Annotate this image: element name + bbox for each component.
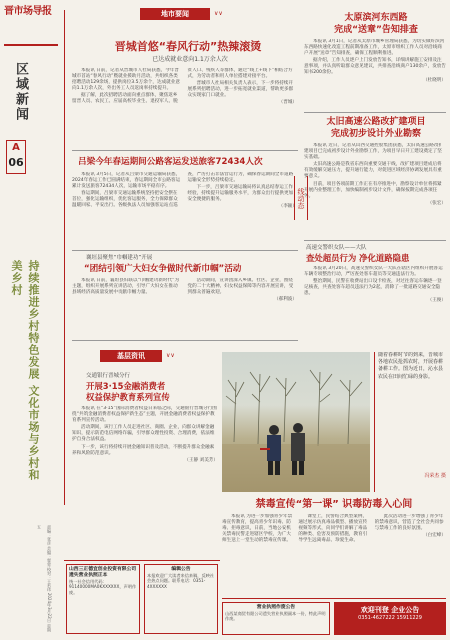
- article-right1-body: 本报讯 3月1日，记者从太原市城乡管理局获悉，为切实做好滨河东西路快速化改造工程前期准备工作，太原市组织工作人员对沿线商户开展“送章”告知排查，确保工程顺利推进。 据介绍，工作人员逐户上门发放告知书，详细讲解施工安排及注意事项，并认真听取群众意见建议，共排查沿线商户130余户，发放告知书200余份。 （杜晓明）: [304, 39, 446, 83]
- section-title: 区域新闻: [13, 62, 28, 122]
- bottom-meta: 责编：张彦 美编：翟荣·校对：王若玮 2024年3月22日 星期五: [37, 525, 52, 632]
- article-right2-headline-1: 太旧高速公路改扩建项目: [326, 117, 426, 127]
- article-right1-headline-2: 完成“送章”告知排查: [334, 25, 418, 35]
- ad-3-title: 营业执照作废公告: [256, 605, 296, 610]
- article4-headline-2: 权益保护教育系列宣传: [86, 392, 170, 402]
- photo-credit: 冯荣杰 摄: [424, 473, 446, 479]
- article2-body: 本报讯 3月5日，记者从吕梁市交通运输局获悉，2024年春运工作已圆满结束，春运期间全市公路客运累计发送旅客72434人次，运输市场平稳有序。 春运期间，吕梁市交通运输系统坚持把安全摆在首位，强化运输组织，优化客运服务，全力保障群众温暖回家、平安出行。各级执法人员加强客运站点巡查，严厉打击非法营运行为，确保春运期间全市道路运输安全形势持续稳定。 下一步，吕梁市交通运输局将认真总结春运工作经验，持续提升运输服务水平，为群众出行提供更加安全便捷的服务。 （李颖）: [72, 172, 297, 210]
- article1-subhead: 已达成就业意向1.1万余人次: [152, 56, 228, 63]
- article1-body: 本报讯 日前，记者从晋城市人社局获悉，今年晋城市首站“春风行动”暨就业援助月活动，共组织各类招聘活动129余场，提供岗位3.5万余个，达成就业意向1.1万余人次，外出务工人员返岗率持续提升。 据了解，此次招聘活动面向重点群体，聚焦返乡留晋人员、农民工、应届高校毕业生、退役军人、脱贫人口、残疾人等群体，通过“线上+线下”相结合方式，为劳动者和用人单位搭建对接平台。 晋城市人社局相关负责人表示，下一步将持续开展系列招聘活动，进一步拓宽就业渠道，帮助更多群众实现家门口就业。 （晋城）: [72, 68, 297, 106]
- article5-headline: 禁毒宣传“第一课” 识毒防毒入心间: [255, 499, 413, 510]
- right-tag: 线动态: [294, 176, 308, 220]
- ad-1: [66, 564, 140, 634]
- ad-strip-right: [222, 598, 446, 636]
- divider-1: [72, 150, 298, 151]
- banner-label: 地市要闻: [140, 8, 210, 20]
- masthead-column: [0, 0, 64, 640]
- article-right2-headline-2: 完成初步设计外业勘察: [330, 129, 421, 139]
- article3-body: 本报讯 日前，襄垣县妇联以“巾帼建功新时代”为主题，组织开展系列宣讲活动，引导广大妇女在推动县域经济高质量发展中贡献巾帼力量。 活动期间，宣讲团深入乡镇、社区、企业，围绕党的二十大精神、妇女权益保障等内容开展宣讲，受到群众普遍欢迎。 （郝利波）: [72, 278, 297, 303]
- section-banner: [140, 8, 260, 20]
- ad-3-box: [222, 602, 330, 635]
- divider-r1: [304, 112, 446, 113]
- article-right3-body: 本报讯 3月20日，高速交警织女队一大队在辖区内组织开展客运车辆专项整治行动，严厉查处客车超员等交通违法行为。 整治期间，民警在收费站出口设卡检查，对过往客运车辆逐一登记核查，共查处客车超员违法行为2起，消除了一批道路交通安全隐患。 （王俊）: [304, 266, 446, 304]
- article3-kicker: 襄垣县聚焦“巾帼建功”开展: [86, 255, 153, 261]
- masthead-divider: [4, 44, 58, 46]
- ad-strip: [64, 560, 220, 636]
- article-right1-headline-1: 太原滨河东西路: [344, 13, 408, 23]
- column-divider: [64, 10, 65, 505]
- article4-kicker: 交通银行晋城分行: [86, 373, 131, 379]
- article1-headline: 晋城首悠“春风行动”热辣滚烫: [114, 40, 262, 53]
- field-photo-illustration: [222, 352, 370, 492]
- divider-2: [72, 250, 298, 251]
- field-photo: [222, 352, 370, 492]
- ad-1-text: 统一社会信用代码：91140000MA0KXXXXXX，声明作废。: [69, 579, 137, 595]
- article5-body: 本报讯 为进一步加强青少年禁毒宣传教育，提高青少年识毒、防毒、拒毒意识，日前，当地公安机关禁毒民警走进辖区学校，为广大师生送上一堂生动的禁毒宣传课。 课堂上，民警结合典型案例，通过展示仿真毒品模型、播放宣传视频等形式，向同学们讲解了毒品的种类、危害及预防措施，教育引导学生远离毒品、珍爱生命。 此次活动进一步增强了青少年的禁毒意识，营造了全社会共同参与禁毒工作的良好氛围。 （白宏峰）: [222, 514, 446, 544]
- ad-2-title: 编辑公告: [171, 567, 191, 572]
- ad-4-box: [334, 602, 446, 635]
- page-number: 06: [8, 156, 24, 169]
- photo-caption: 随着春耕时节的到来，晋城市各地农民抢抓农时，开展春耕备耕工作。图为近日，沁水县农民在田间忙碌的身影。: [378, 352, 444, 380]
- banner-mark: ∨∨: [214, 10, 223, 17]
- article-right3-kicker: 高速交警织女队——大队: [306, 245, 367, 251]
- section-code: A: [12, 142, 20, 153]
- basic-box-mark: ∨∨: [166, 352, 175, 359]
- ad-2-text: 本报欢迎广大读者来信来稿，反映社会热点问题。联系电话：0351-4XXXXXX: [147, 573, 215, 589]
- article-right3-headline: 查处超员行为 净化道路隐患: [306, 253, 410, 263]
- basic-box-header: [100, 350, 210, 362]
- basic-box-label: 基层资讯: [100, 350, 162, 362]
- page-number-box: [6, 140, 26, 174]
- ad-1-title: 山西三正德宜创业投资有限公司遗失营业执照正本: [69, 567, 137, 578]
- article3-headline: “团结引领广大妇女争做时代新巾帼”活动: [84, 264, 242, 274]
- article2-headline: 吕梁今年春运期间公路客运发送旅客72434人次: [78, 157, 263, 167]
- divider-r2: [304, 240, 446, 241]
- ad-2: [144, 564, 218, 634]
- article4-headline-1: 开展3·15金融消费者: [86, 381, 166, 391]
- ad-4-title: 欢迎刊登 企业公告: [360, 606, 420, 614]
- photo-caption-box: [374, 352, 446, 492]
- article-right2-body: 本报讯 近日，记者从山西交通控股集团获悉，太旧高速公路改扩建项目已完成初步设计外业勘察工作，为项目早日开工建设奠定了坚实基础。 太旧高速公路是我省东西向重要交通干线，改扩建项目建成后将有效缓解交通压力，提升通行能力，对促进区域经济协调发展具有重要意义。 目前，项目各项前期工作正在有序推进中，勘察设计单位将抓紧开展内业整理工作，加快编制初步设计文件，确保按期完成各项任务。 （张宏）: [304, 143, 446, 206]
- ad-3-text: 山西某商贸有限公司遗失营业执照副本一份，特此声明作废。: [225, 611, 326, 622]
- divider-3: [72, 340, 298, 341]
- side-feature-text: 持续推进乡村特色发展 文化市场与乡村和美乡村: [10, 260, 40, 481]
- ad-4-text: 0351-4627222 15911229: [358, 615, 422, 621]
- article4-body: 本报讯 在“3·15”国际消费者权益日来临之际，交通银行晋城分行围绕“共筑金融消费者权益保护新生态”主题，开展金融消费者权益保护教育系列宣传活动。 活动期间，该行工作人员走进社区、商圈、企业，向群众讲解金融知识，提示防范电信网络诈骗，引导群众理性投资、合理消费，依法维护自身合法权益。 下一步，该行将持续开展金融知识普及活动，不断提升群众金融素养和风险防范意识。 （王静 刘美芳）: [72, 406, 218, 463]
- masthead-logo: 晋市场导报: [4, 6, 52, 17]
